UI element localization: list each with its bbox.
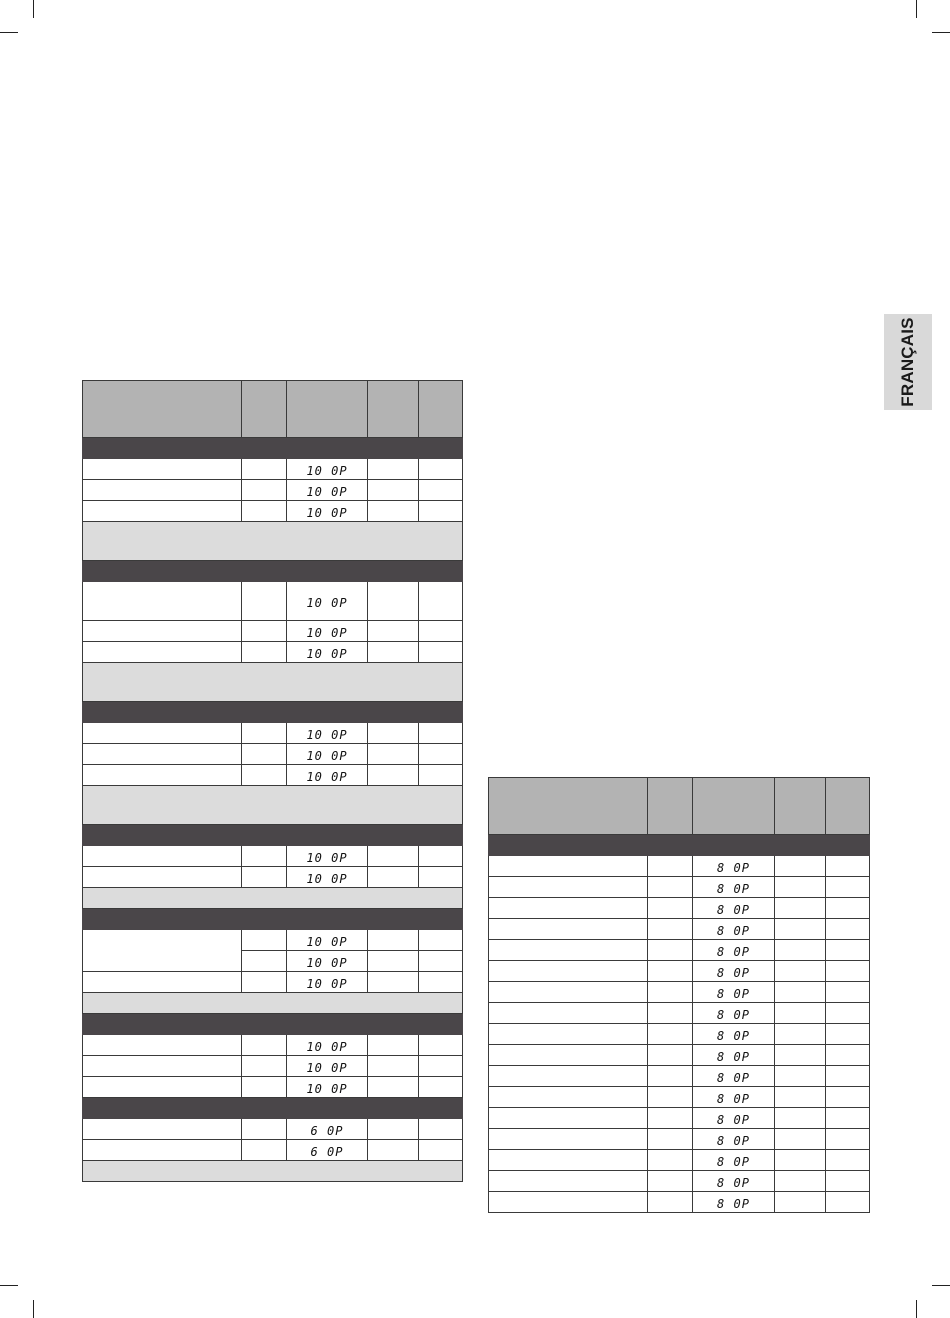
- right-program-table: [488, 777, 870, 1213]
- power-display: 10 0P: [306, 748, 348, 763]
- table-row: [83, 1035, 463, 1056]
- table-row: [83, 867, 463, 888]
- power-display: 8 0P: [717, 1007, 750, 1022]
- power-display: 10 0P: [306, 955, 348, 970]
- power-display: 6 0P: [310, 1123, 344, 1138]
- power-display: 10 0P: [306, 646, 348, 661]
- power-display: 10 0P: [306, 1081, 348, 1096]
- table-row: [489, 877, 870, 898]
- language-tab-label: FRANÇAIS: [898, 317, 917, 407]
- table-row: [83, 621, 463, 642]
- table-row: [83, 765, 463, 786]
- section-bar: [489, 835, 870, 856]
- table-row: [489, 919, 870, 940]
- table-row: [83, 642, 463, 663]
- power-display: 8 0P: [717, 881, 750, 896]
- section-bar: [83, 825, 463, 846]
- power-display: 10 0P: [306, 1039, 348, 1054]
- note-row: [83, 786, 463, 825]
- power-display: 10 0P: [306, 505, 348, 520]
- power-display: 8 0P: [717, 902, 750, 917]
- power-display: 10 0P: [306, 625, 348, 640]
- table-header: [489, 778, 870, 835]
- note-row: [83, 522, 463, 561]
- table-row: [83, 501, 463, 522]
- power-display: 8 0P: [717, 1133, 750, 1148]
- power-display: 8 0P: [717, 1112, 750, 1127]
- crop-mark-top-left-h: [0, 32, 18, 33]
- table-row: [83, 972, 463, 993]
- power-display: 10 0P: [306, 727, 348, 742]
- table-row: [83, 1056, 463, 1077]
- table-row: [83, 744, 463, 765]
- table-row: [83, 582, 463, 621]
- table-row: [83, 930, 463, 951]
- section-bar: [83, 561, 463, 582]
- section-bar: [83, 1098, 463, 1119]
- crop-mark-bottom-right-h: [932, 1285, 950, 1286]
- table-row: [489, 1171, 870, 1192]
- power-display: 10 0P: [306, 484, 348, 499]
- table-row: [83, 459, 463, 480]
- crop-mark-top-left: [33, 0, 34, 18]
- note-row: [83, 1161, 463, 1182]
- table-row: [83, 723, 463, 744]
- power-display: 10 0P: [306, 850, 348, 865]
- section-bar: [83, 702, 463, 723]
- power-display: 8 0P: [717, 986, 750, 1001]
- power-display: 8 0P: [717, 1070, 750, 1085]
- table-row: [489, 1024, 870, 1045]
- table-row: [489, 1066, 870, 1087]
- table-row: [489, 1192, 870, 1213]
- table-row: [83, 846, 463, 867]
- power-display: 8 0P: [717, 944, 750, 959]
- table-row: [489, 1003, 870, 1024]
- power-display: 10 0P: [306, 976, 348, 991]
- crop-mark-bottom-right: [916, 1300, 917, 1318]
- power-display: 8 0P: [717, 1175, 750, 1190]
- crop-mark-bottom-left: [33, 1300, 34, 1318]
- table-row: [489, 1045, 870, 1066]
- table-row: [489, 1150, 870, 1171]
- power-display: 8 0P: [717, 860, 750, 875]
- table-row: [489, 1108, 870, 1129]
- power-display: 10 0P: [306, 769, 348, 784]
- table-row: [83, 1140, 463, 1161]
- power-display: 10 0P: [306, 934, 348, 949]
- crop-mark-bottom-left-h: [0, 1285, 18, 1286]
- table-header: [83, 381, 463, 438]
- power-display: 8 0P: [717, 1028, 750, 1043]
- table-row: [83, 1119, 463, 1140]
- note-row: [83, 663, 463, 702]
- power-display: 8 0P: [717, 1091, 750, 1106]
- power-display: 10 0P: [306, 871, 348, 886]
- power-display: 8 0P: [717, 1154, 750, 1169]
- table-row: [489, 898, 870, 919]
- table-row: [489, 982, 870, 1003]
- table-row: [489, 940, 870, 961]
- table-row: [489, 856, 870, 877]
- note-row: [83, 888, 463, 909]
- power-display: 8 0P: [717, 1049, 750, 1064]
- section-bar: [83, 438, 463, 459]
- power-display: 8 0P: [717, 923, 750, 938]
- power-display: 10 0P: [306, 463, 348, 478]
- power-display: 6 0P: [310, 1144, 344, 1159]
- table-row: [489, 1129, 870, 1150]
- power-display: 8 0P: [717, 1196, 750, 1211]
- right-table-body: [489, 856, 870, 1213]
- crop-mark-top-right-h: [932, 32, 950, 33]
- power-display: 8 0P: [717, 965, 750, 980]
- language-tab: [884, 314, 932, 410]
- crop-mark-top-right: [916, 0, 917, 18]
- note-row: [83, 993, 463, 1014]
- table-row: [489, 961, 870, 982]
- power-display: 10 0P: [306, 595, 348, 610]
- left-program-table: [82, 380, 463, 1182]
- section-bar: [83, 1014, 463, 1035]
- table-row: [83, 1077, 463, 1098]
- table-row: [489, 1087, 870, 1108]
- section-bar: [83, 909, 463, 930]
- power-display: 10 0P: [306, 1060, 348, 1075]
- table-row: [83, 480, 463, 501]
